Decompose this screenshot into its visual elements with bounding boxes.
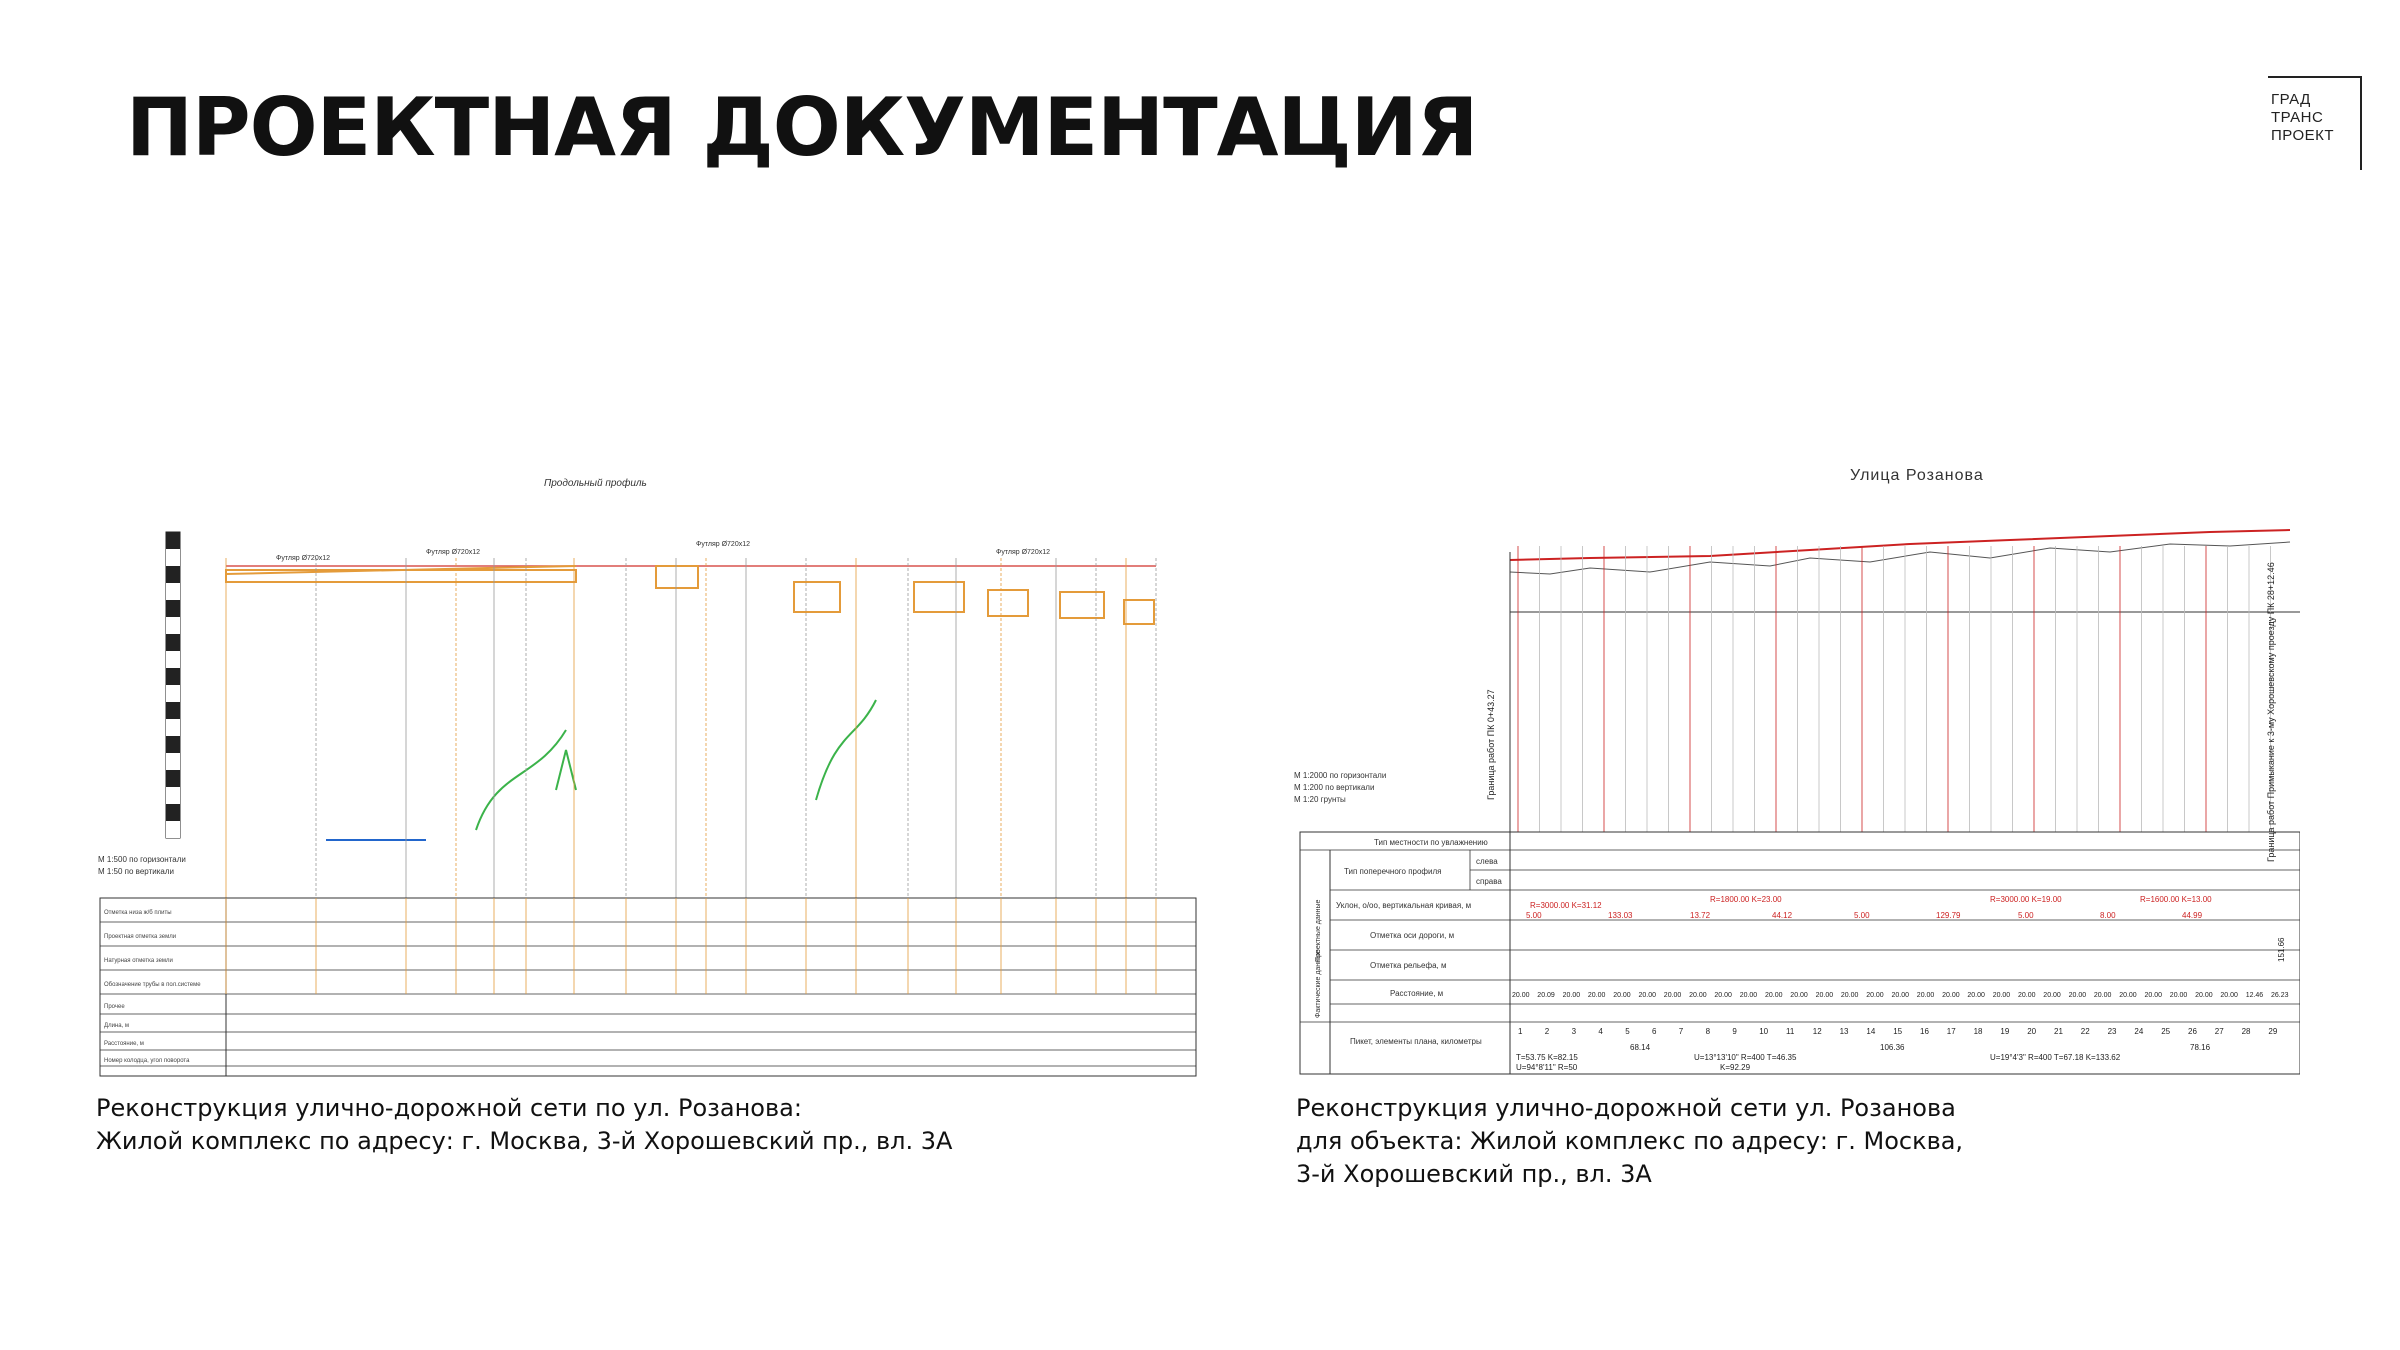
street-profile-drawing	[1290, 462, 2300, 1088]
distance-value: 26.23	[2271, 992, 2289, 999]
right-caption-line-3: 3-й Хорошевский пр., вл. 3А	[1296, 1160, 1652, 1188]
distance-value: 20.00	[1663, 992, 1682, 999]
logo-line-3: ПРОЕКТ	[2271, 127, 2335, 144]
profile-data-table	[100, 898, 1196, 1076]
plan-element-7: 106.36	[1880, 1043, 1905, 1052]
scale-segment	[166, 668, 180, 685]
scale-segment	[166, 719, 180, 736]
distance-value: 20.00	[2093, 992, 2112, 999]
distance-value: 20.00	[1992, 992, 2011, 999]
scale-segment	[166, 821, 180, 838]
distance-value: 20.00	[2169, 992, 2188, 999]
scale-vertical: М 1:50 по вертикали	[98, 867, 174, 876]
row-cross-section: Тип поперечного профиля	[1344, 867, 1442, 876]
row-slope: Уклон, о/оо, вертикальная кривая, м	[1336, 901, 1472, 910]
distance-value: 20.00	[1916, 992, 1935, 999]
logo-line-2: ТРАНС	[2271, 109, 2324, 126]
left-table-row-7: Расстояние, м	[104, 1041, 144, 1047]
plan-element-4: K=92.29	[1720, 1063, 1751, 1072]
distance-value: 20.00	[1587, 992, 1606, 999]
scale-segment	[166, 532, 180, 549]
scale-segment	[166, 702, 180, 719]
picket-number: 28	[2241, 1027, 2251, 1036]
distance-value: 20.00	[1562, 992, 1581, 999]
right-scale-vertical: М 1:200 по вертикали	[1294, 783, 1375, 792]
picket-number: 1	[1518, 1027, 1523, 1036]
plan-element-1: T=53.75 K=82.15	[1516, 1053, 1578, 1062]
scale-horizontal: М 1:500 по горизонтали	[98, 855, 186, 864]
right-scale-soils: М 1:20 грунты	[1294, 795, 1346, 804]
left-caption	[96, 1092, 952, 1158]
scale-segment	[166, 804, 180, 821]
plan-element-6: 68.14	[1630, 1043, 1651, 1052]
scale-segment	[166, 600, 180, 617]
picket-number: 10	[1759, 1027, 1769, 1036]
longitudinal-profile-drawing	[96, 470, 1204, 1082]
picket-number: 26	[2188, 1027, 2197, 1036]
picket-number: 5	[1625, 1027, 1630, 1036]
pipe-profile-graphics	[226, 558, 1156, 898]
scale-segment	[166, 566, 180, 583]
picket-number: 24	[2134, 1027, 2144, 1036]
left-table-row-3: Натурная отметка земли	[104, 958, 173, 964]
boundary-end-label: Граница работ Примыкание к 3-му Хорошевскому проезду ПК 28+12.46	[2266, 562, 2276, 862]
distance-value: 20.00	[2144, 992, 2163, 999]
scale-segment	[166, 549, 180, 566]
left-table-row-2: Проектная отметка земли	[104, 934, 177, 940]
street-profile-heading: Улица Розанова	[1850, 467, 1984, 484]
distance-value: 20.00	[1942, 992, 1960, 999]
left-caption-line-1: Реконструкция улично-дорожной сети по ул. Розанова:	[96, 1094, 802, 1122]
distance-value: 20.00	[1967, 992, 1985, 999]
left-table-row-8: Номер колодца, угол поворота	[104, 1058, 190, 1064]
picket-number: 20	[2027, 1027, 2037, 1036]
distance-value: 20.00	[1613, 992, 1631, 999]
picket-number: 16	[1920, 1027, 1929, 1036]
profile-heading: Продольный профиль	[544, 478, 647, 489]
curve-1: R=3000.00 K=31.12	[1530, 901, 1602, 910]
distance-value: 20.09	[1537, 992, 1555, 999]
slope-value: 5.00	[2018, 911, 2034, 920]
curve-2: R=1800.00 K=23.00	[1710, 895, 1782, 904]
slope-value: 133.03	[1608, 911, 1633, 920]
picket-number: 27	[2214, 1027, 2224, 1036]
row-right: справа	[1476, 877, 1502, 886]
curve-4: R=1600.00 K=13.00	[2140, 895, 2212, 904]
scale-segment	[166, 770, 180, 787]
distance-value: 20.00	[2068, 992, 2087, 999]
picket-number: 17	[1946, 1027, 1956, 1036]
distance-value: 20.00	[2119, 992, 2137, 999]
left-table-row-1: Отметка низа ж/б плиты	[104, 910, 172, 916]
street-data-table	[1300, 832, 2300, 1074]
picket-number: 4	[1598, 1027, 1603, 1036]
picket-number: 3	[1571, 1027, 1577, 1036]
slope-value: 44.99	[2182, 911, 2203, 920]
page-title: ПРОЕКТНАЯ ДОКУМЕНТАЦИЯ	[126, 81, 1478, 174]
right-caption-line-1: Реконструкция улично-дорожной сети ул. Розанова	[1296, 1094, 1956, 1122]
picket-number: 15	[1893, 1027, 1903, 1036]
distance-value: 20.00	[2195, 992, 2213, 999]
picket-number: 21	[2054, 1027, 2063, 1036]
right-caption	[1296, 1092, 1963, 1191]
pipe-label-2: Футляр Ø720х12	[426, 549, 480, 556]
distance-value: 20.00	[1790, 992, 1808, 999]
distance-value: 12.46	[2245, 992, 2264, 999]
boundary-start-label: Граница работ ПК 0+43.27	[1486, 689, 1496, 800]
distance-value: 20.00	[1866, 992, 1884, 999]
picket-number: 8	[1705, 1027, 1711, 1036]
row-axis-elevation: Отметка оси дороги, м	[1370, 931, 1455, 940]
slope-value: 5.00	[1854, 911, 1870, 920]
picket-number: 18	[1973, 1027, 1983, 1036]
distance-value: 20.00	[1512, 992, 1530, 999]
scale-segment	[166, 634, 180, 651]
scale-segment	[166, 651, 180, 668]
row-picket: Пикет, элементы плана, километры	[1350, 1037, 1482, 1046]
distance-value: 20.00	[1815, 992, 1834, 999]
distance-value: 20.00	[1840, 992, 1859, 999]
picket-number: 9	[1732, 1027, 1737, 1036]
pipe-label-4: Футляр Ø720х12	[996, 549, 1050, 556]
curve-3: R=3000.00 K=19.00	[1990, 895, 2062, 904]
scale-segment	[166, 583, 180, 600]
plan-element-2: U=94°8'11" R=50	[1516, 1063, 1578, 1072]
distance-value: 20.00	[1891, 992, 1910, 999]
plan-element-3: U=13°13'10" R=400 T=46.35	[1694, 1053, 1797, 1062]
slope-value: 129.79	[1936, 911, 1961, 920]
picket-number: 23	[2107, 1027, 2117, 1036]
row-relief-elevation: Отметка рельефа, м	[1370, 961, 1447, 970]
distance-value: 20.00	[2043, 992, 2061, 999]
plan-element-8: 78.16	[2190, 1043, 2211, 1052]
left-table-row-6: Длина, м	[104, 1023, 130, 1029]
picket-number: 6	[1652, 1027, 1657, 1036]
scale-segment	[166, 617, 180, 634]
row-left: слева	[1476, 857, 1498, 866]
scale-segment	[166, 736, 180, 753]
right-scale-horizontal: М 1:2000 по горизонтали	[1294, 771, 1387, 780]
picket-number: 2	[1544, 1027, 1550, 1036]
picket-number: 7	[1678, 1027, 1684, 1036]
picket-number: 29	[2268, 1027, 2278, 1036]
slope-value: 13.72	[1690, 911, 1711, 920]
distance-value: 20.00	[1638, 992, 1657, 999]
end-elevation: 151.66	[2277, 937, 2286, 962]
scale-segment	[166, 685, 180, 702]
row-terrain-type: Тип местности по увлажнению	[1374, 838, 1488, 847]
group-actual: Фактические данные	[1315, 950, 1322, 1018]
picket-number: 25	[2161, 1027, 2171, 1036]
left-caption-line-2: Жилой комплекс по адресу: г. Москва, 3-й Хорошевский пр., вл. 3А	[96, 1127, 953, 1155]
left-table-row-4: Обозначение трубы в пол.системе	[104, 982, 201, 988]
slope-value: 5.00	[1526, 911, 1542, 920]
picket-number: 13	[1839, 1027, 1849, 1036]
distance-value: 20.00	[2220, 992, 2238, 999]
slope-value: 44.12	[1772, 911, 1793, 920]
scale-segment	[166, 753, 180, 770]
pipe-label-3: Футляр Ø720х12	[696, 541, 750, 548]
row-distance: Расстояние, м	[1390, 989, 1444, 998]
slope-value: 8.00	[2100, 911, 2116, 920]
distance-value: 20.00	[2018, 992, 2036, 999]
scale-segment	[166, 787, 180, 804]
distance-value: 20.00	[1765, 992, 1783, 999]
picket-number: 14	[1866, 1027, 1876, 1036]
distance-value: 20.00	[1689, 992, 1707, 999]
distance-value: 20.00	[1739, 992, 1758, 999]
elevation-scale-bar	[166, 532, 180, 838]
left-table-row-5: Прочее	[104, 1004, 125, 1010]
picket-number: 19	[2000, 1027, 2010, 1036]
pipe-label-1: Футляр Ø720х12	[276, 555, 330, 562]
plan-element-5: U=19°4'3" R=400 T=67.18 K=133.62	[1990, 1053, 2121, 1062]
picket-number: 11	[1786, 1027, 1795, 1036]
distance-value: 20.00	[1714, 992, 1732, 999]
group-design: Проектные данные	[1315, 899, 1322, 962]
picket-number: 12	[1812, 1027, 1822, 1036]
right-caption-line-2: для объекта: Жилой комплекс по адресу: г. Москва,	[1296, 1127, 1964, 1155]
logo-line-1: ГРАД	[2271, 91, 2311, 108]
picket-number: 22	[2080, 1027, 2090, 1036]
